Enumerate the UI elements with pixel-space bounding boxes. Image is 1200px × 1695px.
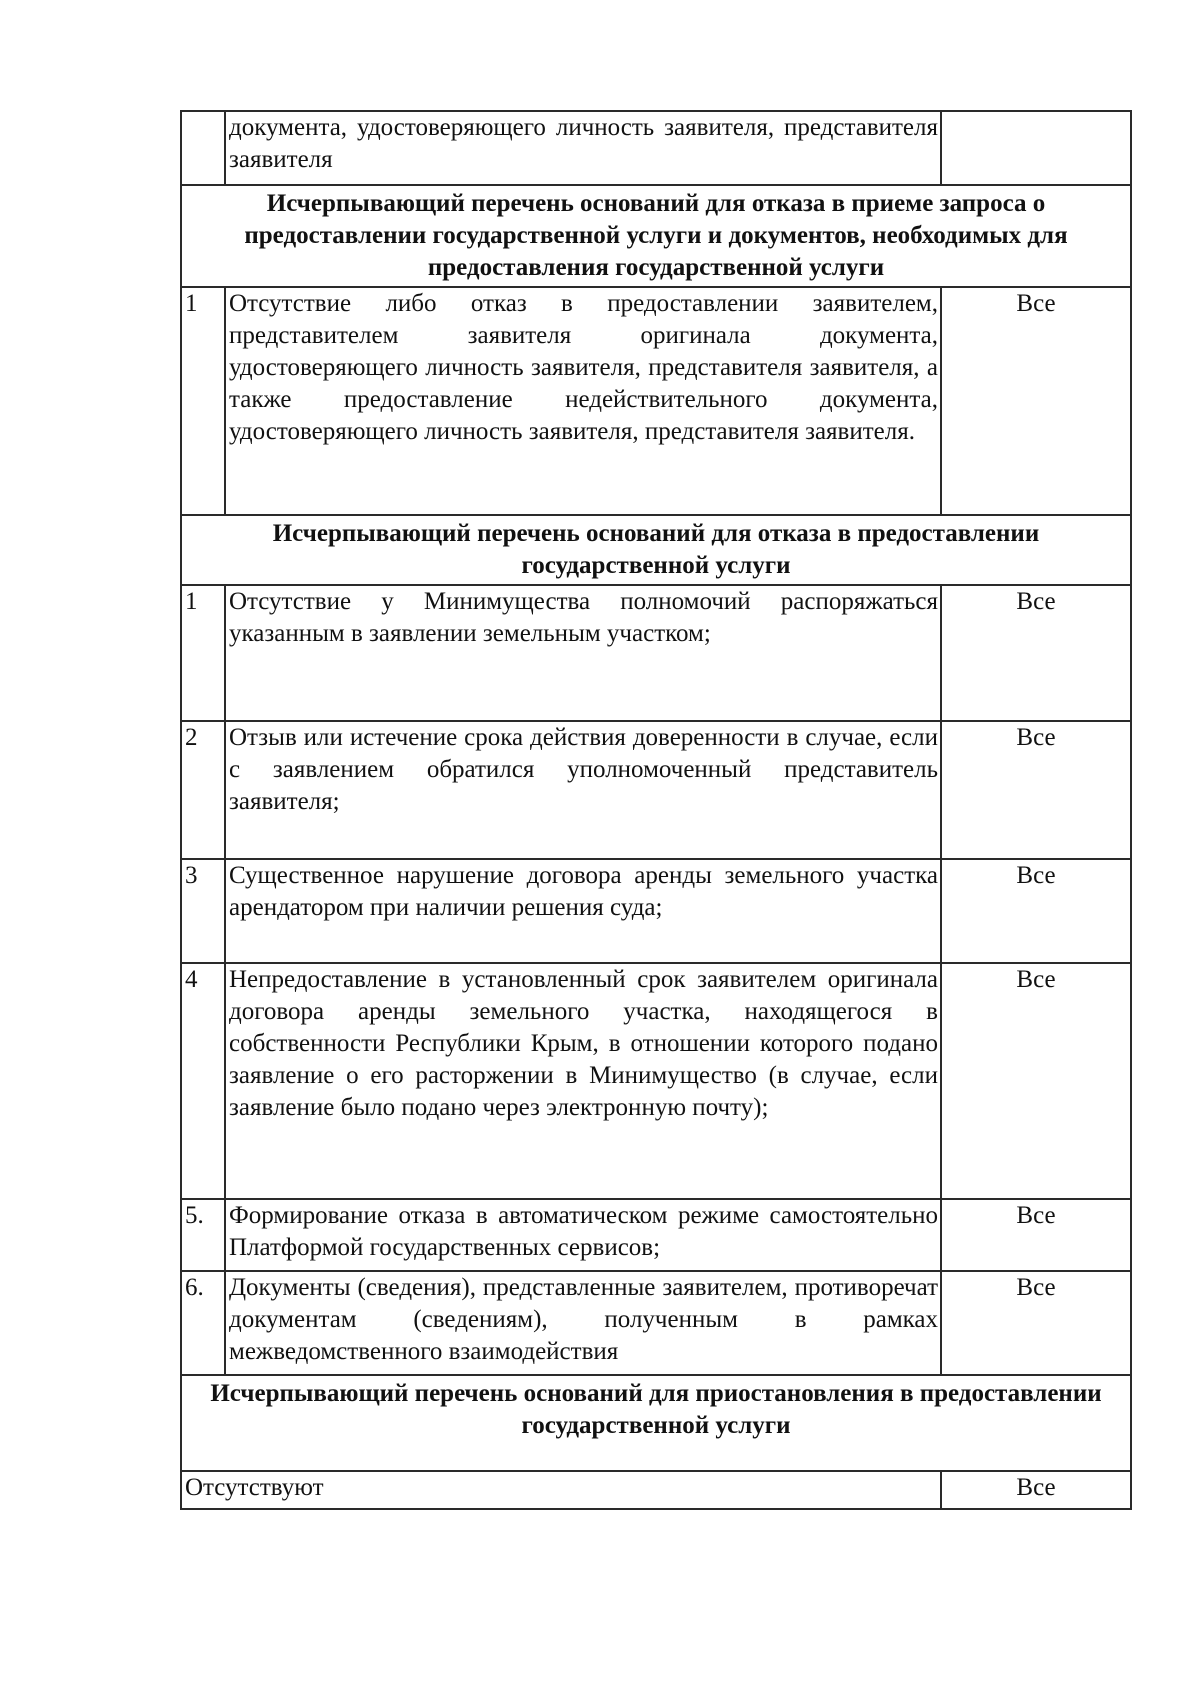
row-applies: Все	[941, 721, 1131, 859]
table-row	[181, 721, 1131, 859]
grounds-table	[180, 110, 1132, 1510]
row-applies: Все	[941, 963, 1131, 1199]
section-2-title: Исчерпывающий перечень оснований для отказа в предоставлении государственной услуги	[181, 515, 1131, 585]
row-applies: Все	[941, 859, 1131, 963]
table-row	[181, 859, 1131, 963]
table-row	[181, 585, 1131, 721]
row-number: 6.	[181, 1271, 225, 1375]
row-text: Формирование отказа в автоматическом режиме самостоятельно Платформой государственных сервисов;	[225, 1199, 941, 1271]
row-applies: Все	[941, 1271, 1131, 1375]
row-number: 1	[181, 585, 225, 721]
row-applies: Все	[941, 287, 1131, 515]
row-number: 3	[181, 859, 225, 963]
section-3-title: Исчерпывающий перечень оснований для приостановления в предоставлении государственной услуги	[181, 1375, 1131, 1471]
table-row	[181, 1199, 1131, 1271]
section-heading-row	[181, 515, 1131, 585]
row-text: Непредоставление в установленный срок заявителем оригинала договора аренды земельного участка, находящегося в собственности Республики Крым, в отношении которого подано заявление о его расторжении в Минимущество (в случае, если заявление было подано через электронную почту);	[225, 963, 941, 1199]
applies-cell	[941, 111, 1131, 185]
row-text: Отзыв или истечение срока действия доверенности в случае, если с заявлением обратился уполномоченный представитель заявителя;	[225, 721, 941, 859]
row-applies: Все	[941, 1471, 1131, 1509]
section-1-title: Исчерпывающий перечень оснований для отказа в приеме запроса о предоставлении государственной услуги и документов, необходимых для предоставления государственной услуги	[181, 185, 1131, 287]
row-number-cell	[181, 111, 225, 185]
row-text: Отсутствуют	[181, 1471, 941, 1509]
row-applies: Все	[941, 585, 1131, 721]
row-applies: Все	[941, 1199, 1131, 1271]
continuation-text: документа, удостоверяющего личность заявителя, представителя заявителя	[225, 111, 941, 185]
table-row	[181, 1471, 1131, 1509]
table-row	[181, 1271, 1131, 1375]
row-number: 1	[181, 287, 225, 515]
row-text: Существенное нарушение договора аренды земельного участка арендатором при наличии решения суда;	[225, 859, 941, 963]
continuation-row	[181, 111, 1131, 185]
table-row	[181, 287, 1131, 515]
row-text: Отсутствие у Минимущества полномочий распоряжаться указанным в заявлении земельным участком;	[225, 585, 941, 721]
row-number: 5.	[181, 1199, 225, 1271]
row-text: Документы (сведения), представленные заявителем, противоречат документам (сведениям), полученным в рамках межведомственного взаимодействия	[225, 1271, 941, 1375]
table-row	[181, 963, 1131, 1199]
section-heading-row	[181, 1375, 1131, 1471]
row-text: Отсутствие либо отказ в предоставлении заявителем, представителем заявителя оригинала документа, удостоверяющего личность заявителя, представителя заявителя, а также предоставление недействительного документа, удостоверяющего личность заявителя, представителя заявителя.	[225, 287, 941, 515]
row-number: 2	[181, 721, 225, 859]
row-number: 4	[181, 963, 225, 1199]
section-heading-row	[181, 185, 1131, 287]
